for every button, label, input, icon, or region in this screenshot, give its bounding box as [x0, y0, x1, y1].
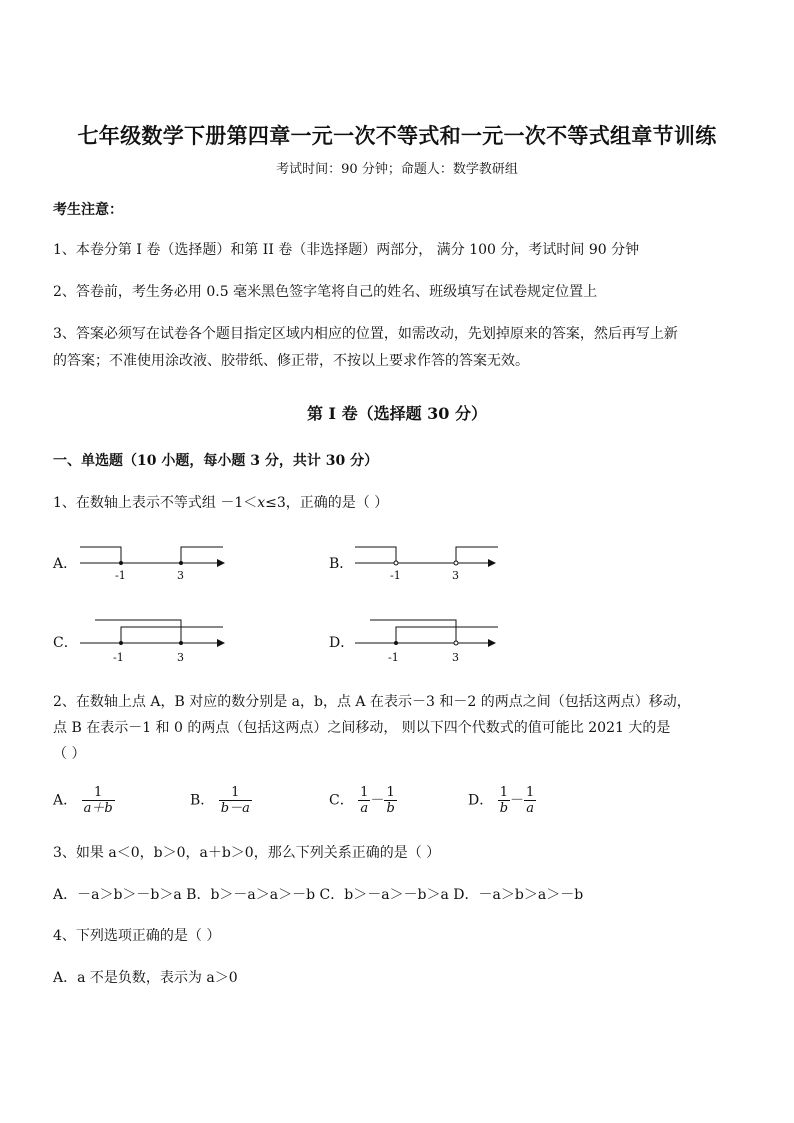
minus-sign: －	[370, 792, 385, 809]
denominator: b－a	[220, 801, 250, 816]
q4-option-a: A．a 不是负数，表示为 a＞0	[53, 970, 238, 986]
q4-stem: 4、下列选项正确的是（ ）	[53, 928, 221, 944]
notice-item-1: 1、本卷分第 I 卷（选择题）和第 II 卷（非选择题）两部分， 满分 100 分，考试时间 90 分钟	[53, 242, 640, 258]
q2-option-c-label: C．	[329, 792, 354, 809]
q2-option-c-fraction-2	[384, 785, 396, 816]
tick-label-3: 3	[452, 569, 459, 582]
q3-options: A．－a＞b＞－b＞a B．b＞－a＞a＞－b C．b＞－a＞－b＞a D．－a＞b＞a＞－b	[53, 887, 584, 903]
q1-option-a-label: A．	[53, 556, 78, 572]
q2-option-d-fraction-1	[498, 785, 510, 816]
notice-item-2: 2、答卷前，考生务必用 0.5 毫米黑色签字笔将自己的姓名、班级填写在试卷规定位置上	[53, 284, 598, 300]
q3-stem: 3、如果 a＜0，b＞0，a＋b＞0，那么下列关系正确的是（ ）	[53, 845, 441, 861]
tick-label-3: 3	[452, 651, 459, 664]
tick-label-minus-1: -1	[115, 569, 126, 582]
part-heading: 一、单选题（10 小题，每小题 3 分，共计 30 分）	[53, 453, 379, 469]
q2-option-b-fraction	[219, 785, 252, 816]
q2-option-a-label: A．	[53, 792, 78, 809]
q2-stem-line-1: 2、在数轴上点 A，B 对应的数分别是 a，b，点 A 在表示－3 和－2 的两点之间（包括这两点）移动，	[53, 694, 691, 710]
notice-item-3-cont: 的答案；不准使用涂改液、胶带纸、修正带，不按以上要求作答的答案无效。	[53, 353, 529, 369]
q2-option-c	[329, 785, 397, 816]
q1-option-c-label: C．	[53, 635, 78, 651]
q2-option-c-fraction-1	[358, 785, 370, 816]
exam-info: 考试时间：90 分钟；命题人：数学教研组	[276, 162, 518, 177]
denominator: b	[386, 801, 395, 816]
q2-stem-line-3: （ ）	[53, 746, 86, 762]
denominator: b	[499, 801, 509, 816]
notice-item-3: 3、答案必须写在试卷各个题目指定区域内相应的位置，如需改动，先划掉原来的答案，然后再写上新	[53, 326, 678, 342]
numerator: 1	[498, 785, 510, 801]
numerator: 1	[360, 785, 369, 800]
q2-option-d-label: D．	[468, 792, 494, 809]
page-title: 七年级数学下册第四章一元一次不等式和一元一次不等式组章节训练	[77, 123, 717, 148]
q2-option-a	[53, 785, 115, 816]
section-title: 第 I 卷（选择题 30 分）	[306, 404, 488, 423]
q1-option-b-numberline	[350, 540, 505, 586]
q2-option-b	[190, 785, 252, 816]
numerator: 1	[82, 785, 115, 801]
q1-option-d-label: D．	[329, 635, 355, 651]
q2-option-a-fraction	[82, 785, 115, 816]
tick-label-minus-1: -1	[390, 569, 401, 582]
q1-option-d-numberline	[350, 615, 505, 665]
q2-option-d-fraction-2	[524, 785, 536, 816]
minus-sign: －	[510, 792, 525, 809]
numerator: 1	[526, 785, 535, 800]
q1-stem: 1、在数轴上表示不等式组 －1＜𝑥≤3，正确的是（ ）	[53, 495, 389, 511]
tick-label-minus-1: -1	[113, 651, 124, 664]
q1-option-c-numberline	[75, 615, 230, 665]
notice-heading: 考生注意：	[53, 202, 123, 218]
q2-stem-line-2: 点 B 在表示－1 和 0 的两点（包括这两点）之间移动， 则以下四个代数式的值可能比 2021 大的是	[53, 720, 671, 736]
q1-option-b-label: B．	[329, 556, 354, 572]
q1-option-a-numberline	[75, 540, 230, 586]
q2-option-b-label: B．	[190, 792, 215, 809]
denominator: a＋b	[83, 801, 113, 816]
denominator: a	[526, 801, 535, 816]
numerator: 1	[219, 785, 252, 801]
numerator: 1	[384, 785, 396, 801]
denominator: a	[360, 801, 369, 816]
tick-label-minus-1: -1	[388, 651, 399, 664]
tick-label-3: 3	[177, 569, 184, 582]
tick-label-3: 3	[177, 651, 184, 664]
q2-option-d	[468, 785, 536, 816]
